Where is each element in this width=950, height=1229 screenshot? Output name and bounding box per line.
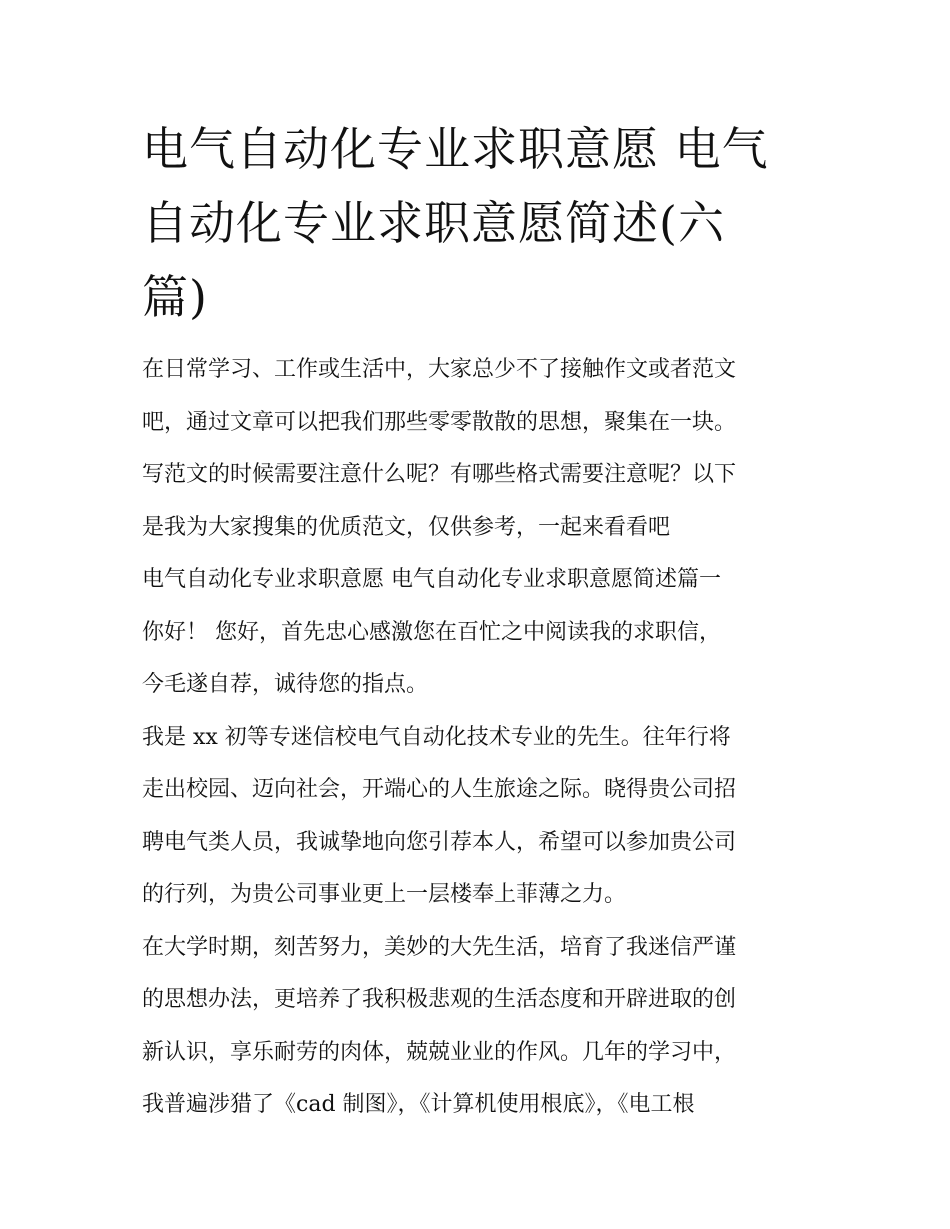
self-intro-paragraph <box>142 712 814 922</box>
document-page <box>142 112 814 1132</box>
text-line: 你好！ 您好，首先忠心感激您在百忙之中阅读我的求职信， <box>142 619 721 645</box>
title-line: 篇) <box>142 270 208 324</box>
intro-paragraph <box>142 344 814 554</box>
greeting-paragraph <box>142 607 814 712</box>
text-line: 新认识，享乐耐劳的肉体，兢兢业业的作风。几年的学习中， <box>142 1039 737 1065</box>
text-line: 我是 xx 初等专迷信校电气自动化技术专业的先生。往年行将 <box>142 724 731 750</box>
document-title <box>142 112 814 334</box>
text-line: 吧，通过文章可以把我们那些零零散散的思想，聚集在一块。 <box>142 409 737 435</box>
text-line: 在日常学习、工作或生活中，大家总少不了接触作文或者范文 <box>142 357 737 382</box>
text-line: 写范文的时候需要注意什么呢？有哪些格式需要注意呢？以下 <box>142 462 737 487</box>
text-line: 今毛遂自荐，诚待您的指点。 <box>142 672 429 697</box>
title-line: 自动化专业求职意愿简述(六 <box>142 196 725 250</box>
text-line: 电气自动化专业求职意愿 电气自动化专业求职意愿简述篇一 <box>142 567 721 592</box>
text-line: 的行列，为贵公司事业更上一层楼奉上菲薄之力。 <box>142 882 627 907</box>
text-line: 走出校园、迈向社会，开端心的人生旅途之际。晓得贵公司招 <box>142 777 737 802</box>
section-heading <box>142 554 814 607</box>
education-paragraph <box>142 922 814 1132</box>
text-line: 是我为大家搜集的优质范文，仅供参考，一起来看看吧 <box>142 514 671 540</box>
text-line: 我普遍涉猎了《cad 制图》，《计算机使用根底》，《电工根 <box>142 1092 695 1117</box>
text-line: 聘电气类人员，我诚挚地向您引荐本人，希望可以参加贵公司 <box>142 829 737 855</box>
text-line: 在大学时期，刻苦努力，美妙的大先生活，培育了我迷信严谨 <box>142 934 737 960</box>
title-line: 电气自动化专业求职意愿 电气 <box>142 122 769 176</box>
text-line: 的思想办法，更培养了我积极悲观的生活态度和开辟进取的创 <box>142 987 737 1012</box>
